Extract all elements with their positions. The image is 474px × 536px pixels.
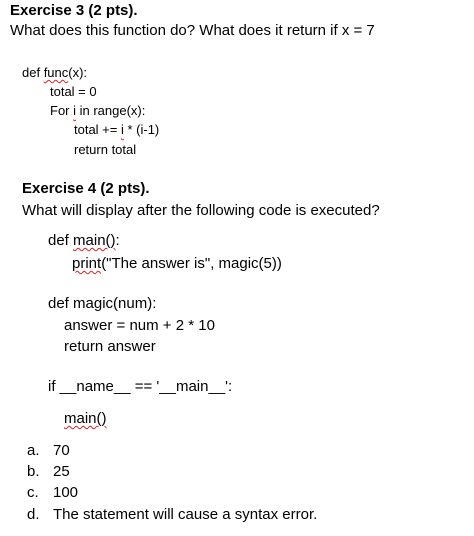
code-text: ("The answer is", magic(5)) [101,255,282,272]
function-name: main() [73,232,116,249]
option-letter: c. [27,484,39,501]
code-line-def-main [48,233,120,248]
option-letter: b. [27,463,40,480]
option-text: 25 [53,463,70,480]
code-line-accumulate [74,123,159,136]
code-line-answer: answer = num + 2 * 10 [64,317,215,334]
exercise-4-heading: Exercise 4 (2 pts). [22,180,150,197]
loop-variable: i [73,103,77,118]
code-line-for-loop [50,104,145,117]
code-text: in range(x): [76,103,146,118]
code-keyword: def [22,65,44,80]
exercise-4-question: What will display after the following code is executed? [22,202,380,219]
option-letter: d. [27,506,40,523]
code-line-if-main: if __name__ == '__main__': [48,378,233,395]
code-text: (x): [68,65,88,80]
code-text: total += [74,122,121,137]
code-keyword: def [48,232,74,249]
exercise-3-question: What does this function do? What does it return if x = 7 [10,22,375,39]
code-line-print [72,256,282,271]
loop-variable: i [120,122,124,137]
option-b [27,464,70,479]
option-text: 70 [53,442,70,459]
function-name: main() [64,410,107,427]
code-text: : [115,232,120,249]
exercise-3-heading: Exercise 3 (2 pts). [10,2,138,19]
option-text: 100 [53,484,79,501]
option-text: The statement will cause a syntax error. [53,506,318,523]
code-line-total-init: total = 0 [50,84,97,99]
code-line-return-answer: return answer [64,338,156,355]
code-text: * (i-1) [123,122,160,137]
option-d [27,507,317,522]
function-name: func [43,65,69,80]
code-line-call-main [64,411,107,426]
code-line-return: return total [74,142,137,157]
code-line-def-magic: def magic(num): [48,295,157,312]
function-name: print [72,255,102,272]
code-line-def-func [22,66,87,79]
option-letter: a. [27,442,40,459]
code-keyword: For [50,103,74,118]
option-a [27,443,70,458]
option-c [27,485,78,500]
